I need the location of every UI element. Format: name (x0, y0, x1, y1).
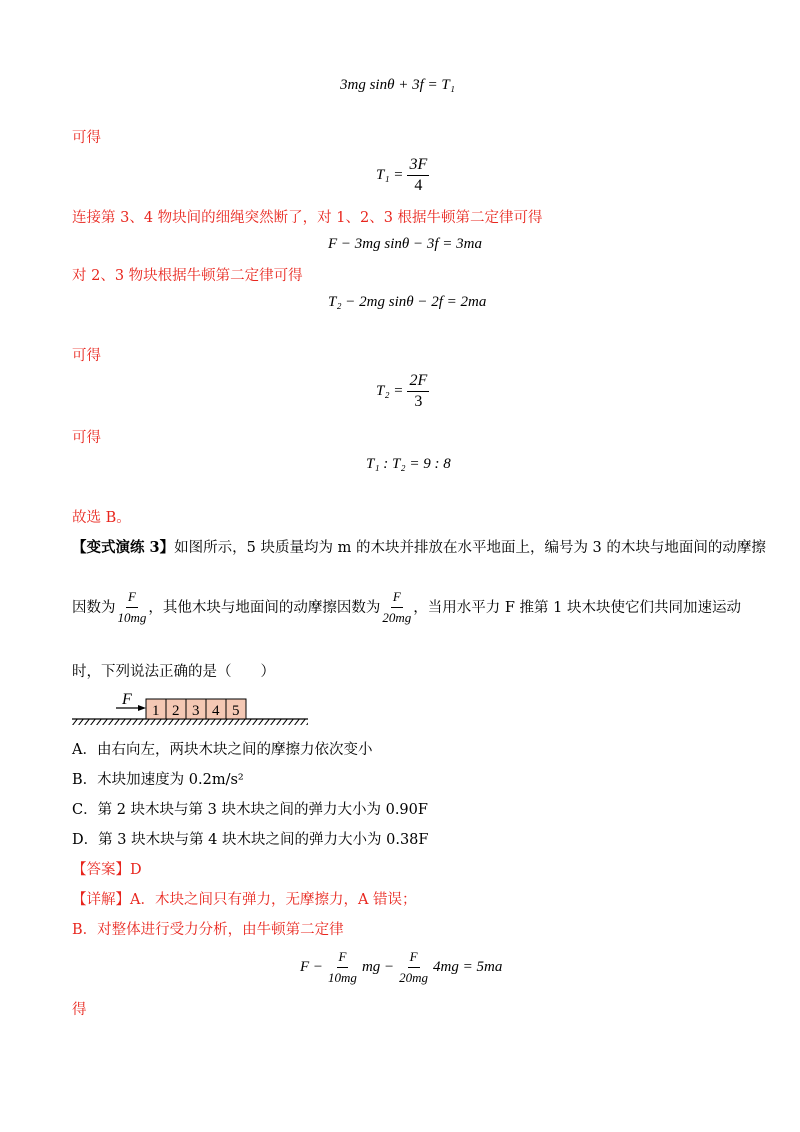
fraction-T2-numerator: 2F (407, 372, 429, 392)
detail-a-text: A．木块之间只有弹力，无摩擦力，A 错误； (130, 892, 417, 908)
text-kede-1: 可得 (72, 130, 101, 146)
fraction-mu-other-denominator: 20mg (382, 610, 412, 625)
equation-5-fraction-2-denominator: 20mg (399, 970, 429, 985)
block-3-label: 3 (192, 703, 200, 719)
problem-line-2-c: ，当用水平力 F 推第 1 块木块使它们共同加速运动 (413, 599, 742, 616)
detail-line-a (72, 890, 417, 910)
equation-T2 (376, 372, 429, 411)
block-5-label: 5 (232, 703, 240, 719)
text-de: 得 (72, 1002, 87, 1018)
equation-5-fraction-1-denominator: 10mg (328, 970, 357, 985)
text-kede-2: 可得 (72, 348, 101, 364)
problem-line-1 (72, 538, 766, 558)
equation-5-fraction-1-numerator: F (337, 948, 349, 968)
equation-T1 (376, 156, 429, 195)
equation-5-fraction-2 (397, 948, 430, 987)
block-4-label: 4 (212, 703, 220, 719)
fraction-mu3 (116, 588, 149, 627)
problem-line-2-b: ，其他木块与地面间的动摩擦因数为 (148, 599, 381, 616)
block-2-label: 2 (172, 703, 180, 719)
force-arrow-head (138, 705, 146, 711)
equation-T1-lhs: T₁ = (376, 167, 404, 183)
equation-5-c: 4mg = 5ma (433, 959, 503, 975)
equation-5-fraction-2-numerator: F (408, 948, 420, 968)
option-a: A．由右向左，两块木块之间的摩擦力依次变小 (72, 742, 373, 758)
fraction-T1-numerator: 3F (407, 156, 429, 176)
equation-T2-lhs: T₂ = (376, 383, 404, 399)
fraction-mu-other-numerator: F (391, 588, 403, 608)
equation-5-fraction-1 (326, 948, 359, 987)
block-1-label: 1 (152, 703, 160, 719)
fraction-mu-other (380, 588, 413, 627)
problem-line-1-text: 如图所示，5 块质量均为 m 的木块并排放在水平地面上，编号为 3 的木块与地面间的动摩擦 (174, 540, 766, 556)
option-b: B．木块加速度为 0.2m/s² (72, 772, 244, 788)
blocks-diagram (72, 686, 312, 726)
problem-tag: 【变式演练 3】 (72, 539, 175, 556)
text-kede-3: 可得 (72, 430, 101, 446)
option-d: D．第 3 块木块与第 4 块木块之间的弹力大小为 0.38F (72, 832, 429, 848)
fraction-mu3-denominator: 10mg (117, 610, 147, 625)
fraction-T2-denominator: 3 (414, 393, 423, 410)
problem-line-3: 时，下列说法正确的是（ ） (72, 664, 275, 680)
detail-line-b: B．对整体进行受力分析，由牛顿第二定律 (72, 922, 344, 938)
paragraph-2: 对 2、3 物块根据牛顿第二定律可得 (72, 268, 303, 284)
fraction-T1 (407, 156, 429, 195)
equation-3: T₂ − 2mg sinθ − 2f = 2ma (328, 294, 487, 310)
fraction-T1-denominator: 4 (414, 177, 423, 194)
fraction-mu3-numerator: F (126, 588, 138, 608)
equation-1: 3mg sinθ + 3f = T₁ (340, 77, 455, 93)
problem-line-2-a: 因数为 (72, 599, 116, 616)
problem-line-2 (72, 588, 741, 627)
option-c: C．第 2 块木块与第 3 块木块之间的弹力大小为 0.90F (72, 802, 428, 818)
equation-5 (300, 948, 502, 987)
fraction-T2 (407, 372, 429, 411)
force-label: F (122, 691, 132, 708)
equation-5-b: mg − (361, 959, 395, 975)
equation-2: F − 3mg sinθ − 3f = 3ma (328, 236, 482, 252)
equation-4: T₁ : T₂ = 9 : 8 (366, 456, 451, 472)
paragraph-1: 连接第 3、4 物块间的细绳突然断了，对 1、2、3 根据牛顿第二定律可得 (72, 210, 543, 226)
ground-hatching (72, 719, 308, 725)
detail-tag: 【详解】 (72, 892, 130, 908)
answer-label: 【答案】D (72, 862, 142, 878)
equation-5-a: F − (300, 959, 324, 975)
text-choose: 故选 B。 (72, 510, 131, 526)
blocks-group (146, 699, 246, 719)
